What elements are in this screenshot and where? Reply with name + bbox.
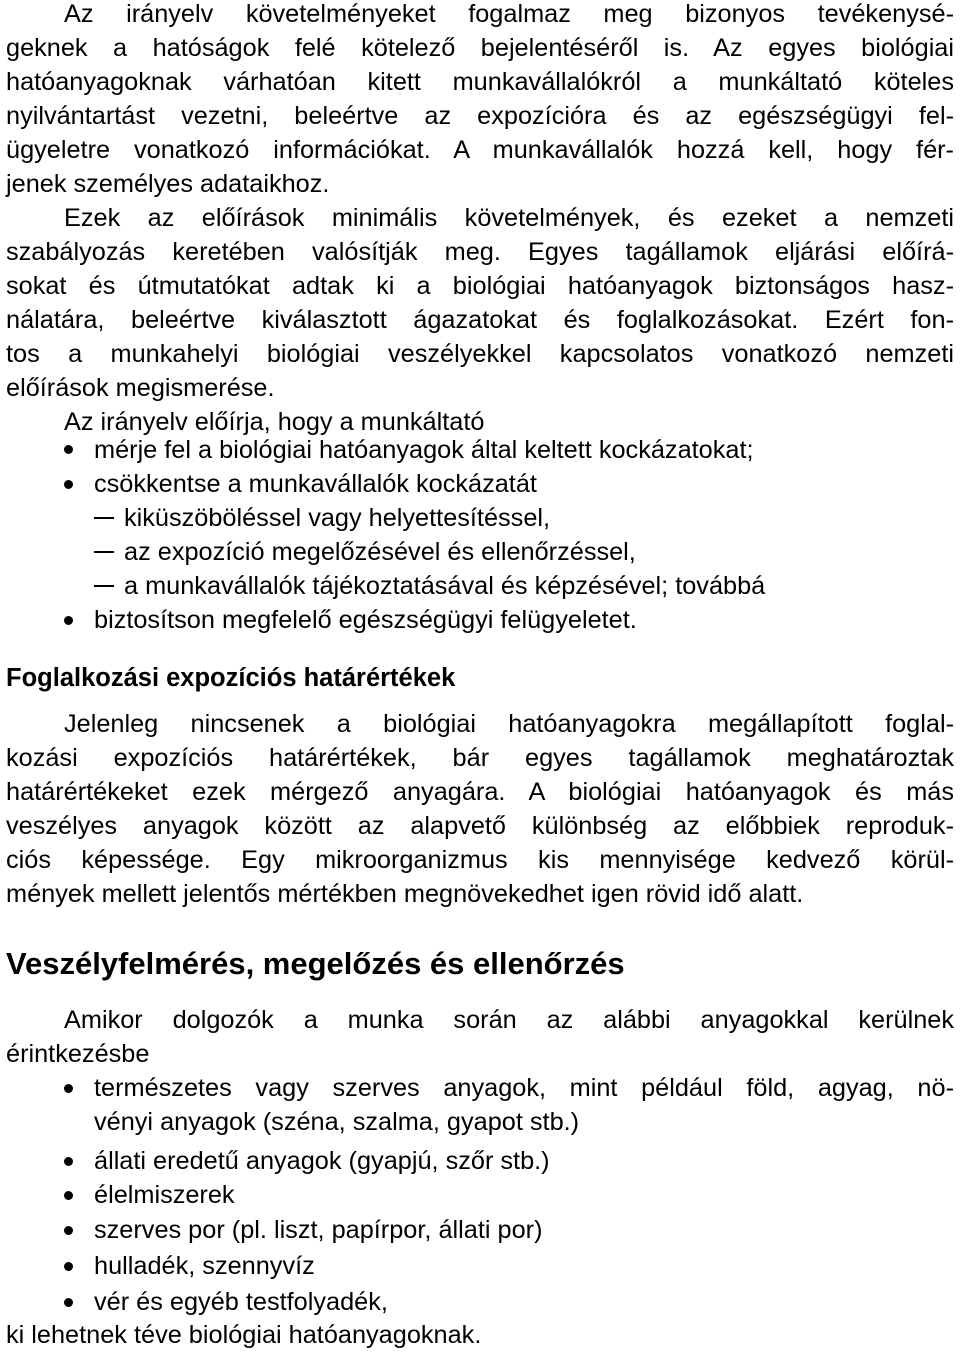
dash-icon [94,517,114,519]
paragraph-line: mények mellett jelentős mértékben megnövekedhet igen rövid idő alatt. [6,880,804,908]
list-item: állati eredetű anyagok (gyapjú, szőr stb.) [94,1147,550,1175]
paragraph-line: előírások megismerése. [6,374,275,402]
sub-list-item: az expozíció megelőzésével és ellenőrzéssel, [124,538,636,566]
bullet-icon [64,480,73,489]
paragraph-line: kozási expozíciós határértékek, bár egyes tagállamok meghatároztak [6,744,954,772]
bullet-icon [64,445,73,454]
paragraph-line: érintkezésbe [6,1040,150,1068]
section-heading: Foglalkozási expozíciós határértékek [6,664,456,692]
paragraph-line: ügyeletre vonatkozó információkat. A munkavállalók hozzá kell, hogy fér- [6,136,954,164]
list-item: biztosítson megfelelő egészségügyi felügyeletet. [94,606,637,634]
paragraph-line: jenek személyes adataikhoz. [6,170,330,198]
dash-icon [94,585,114,587]
paragraph-line: ciós képessége. Egy mikroorganizmus kis mennyisége kedvező körül- [6,846,954,874]
bullet-icon [64,1262,73,1271]
list-lead: Az irányelv előírja, hogy a munkáltató [64,408,485,436]
paragraph-line: Az irányelv követelményeket fogalmaz meg bizonyos tevékenysé- [64,0,954,28]
paragraph-line: hatóanyagoknak várhatóan kitett munkavállalókról a munkáltató köteles [6,68,954,96]
sub-list-item: kiküszöböléssel vagy helyettesítéssel, [124,504,551,532]
bullet-icon [64,1298,73,1307]
paragraph-line: Jelenleg nincsenek a biológiai hatóanyagokra megállapított foglal- [64,710,954,738]
paragraph-line: geknek a hatóságok felé kötelező bejelentéséről is. Az egyes biológiai [6,34,954,62]
list-item: vér és egyéb testfolyadék, [94,1288,388,1316]
bullet-icon [64,1084,73,1093]
bullet-icon [64,616,73,625]
paragraph-line: Amikor dolgozók a munka során az alábbi anyagokkal kerülnek [64,1006,954,1034]
paragraph-line: tos a munkahelyi biológiai veszélyekkel kapcsolatos vonatkozó nemzeti [6,340,954,368]
bullet-icon [64,1226,73,1235]
list-item: természetes vagy szerves anyagok, mint például föld, agyag, nö- [94,1074,954,1102]
list-item: szerves por (pl. liszt, papírpor, állati por) [94,1216,543,1244]
bullet-icon [64,1191,73,1200]
section-heading: Veszélyfelmérés, megelőzés és ellenőrzés [6,946,625,981]
paragraph-line: szabályozás keretében valósítják meg. Egyes tagállamok eljárási előírá- [6,238,954,266]
paragraph-line: nálatára, beleértve kiválasztott ágazatokat és foglalkozásokat. Ezért fon- [6,306,954,334]
list-item: mérje fel a biológiai hatóanyagok által keltett kockázatokat; [94,436,754,464]
list-item: élelmiszerek [94,1181,235,1209]
list-item-continuation: vényi anyagok (széna, szalma, gyapot stb.) [94,1108,580,1136]
sub-list-item: a munkavállalók tájékoztatásával és képzésével; továbbá [124,572,766,600]
list-item: hulladék, szennyvíz [94,1252,315,1280]
list-item: csökkentse a munkavállalók kockázatát [94,470,537,498]
paragraph-line: nyilvántartást vezetni, beleértve az expozícióra és az egészségügyi fel- [6,102,954,130]
paragraph-line: veszélyes anyagok között az alapvető különbség az előbbiek reproduk- [6,812,954,840]
paragraph-line: Ezek az előírások minimális követelmények, és ezeket a nemzeti [64,204,954,232]
paragraph-line: sokat és útmutatókat adtak ki a biológiai hatóanyagok biztonságos hasz- [6,272,954,300]
closing-line: ki lehetnek téve biológiai hatóanyagoknak. [6,1321,482,1349]
paragraph-line: határértékeket ezek mérgező anyagára. A biológiai hatóanyagok és más [6,778,954,806]
bullet-icon [64,1157,73,1166]
dash-icon [94,551,114,553]
